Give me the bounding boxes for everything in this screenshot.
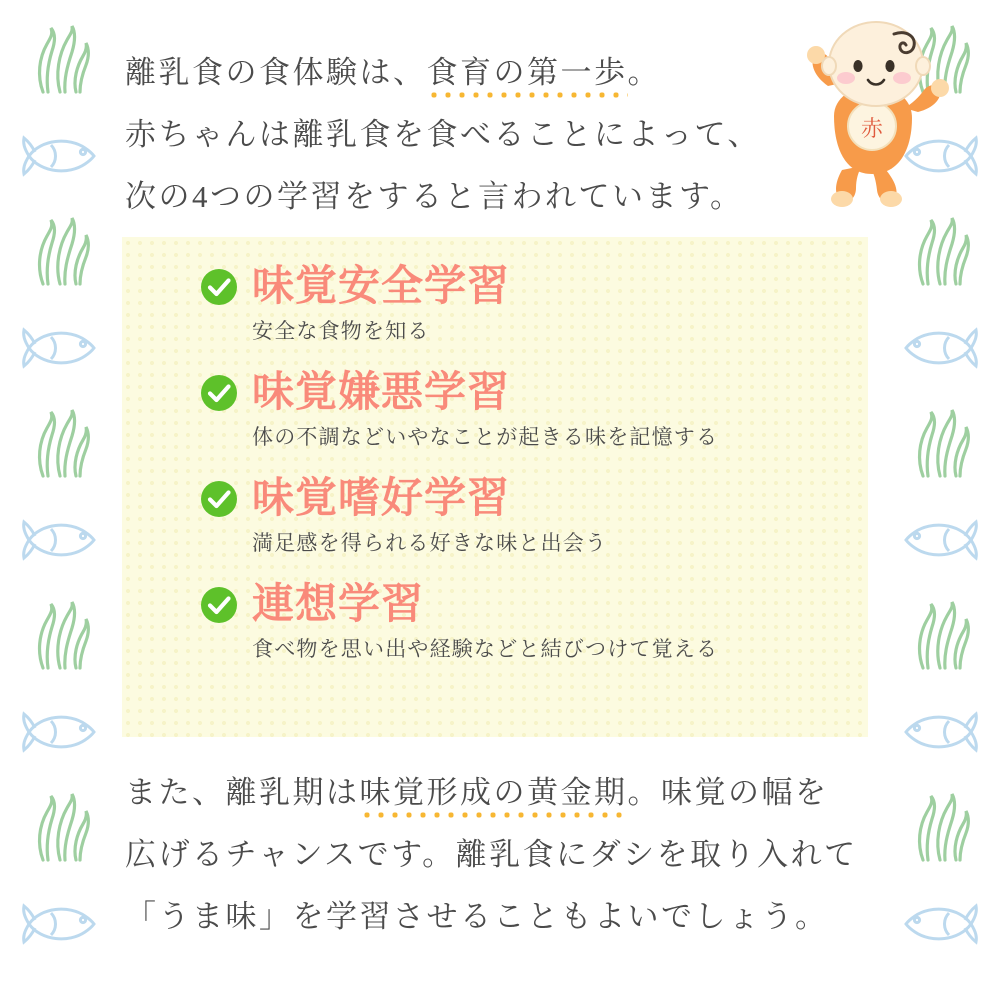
intro-line-2: 赤ちゃんは離乳食を食べることによって、 — [125, 117, 761, 152]
fish-icon — [10, 108, 110, 204]
seaweed-icon — [890, 780, 990, 876]
list-item-description: 満足感を得られる好きな味と出会う — [252, 532, 608, 555]
seaweed-icon — [10, 588, 110, 684]
seaweed-icon — [10, 12, 110, 108]
list-item-header — [200, 263, 850, 311]
fish-icon — [890, 684, 990, 780]
check-circle-icon — [200, 586, 238, 624]
outro-line-3: 「うま味」を学習させることもよいでしょう。 — [125, 899, 829, 934]
list-item-title: 味覚嗜好学習 — [252, 476, 511, 522]
list-item — [200, 263, 850, 347]
learning-list-panel — [122, 237, 868, 737]
list-item-description: 食べ物を思い出や経験などと結びつけて覚える — [252, 638, 719, 661]
outro-paragraph — [125, 762, 885, 948]
intro-paragraph — [125, 42, 805, 228]
fish-icon — [10, 492, 110, 588]
seaweed-icon — [890, 396, 990, 492]
list-item-title: 味覚安全学習 — [252, 264, 511, 310]
baby-illustration — [790, 20, 970, 210]
intro-line-1-marked: 食育の第一歩 — [427, 55, 628, 102]
list-item-header — [200, 369, 850, 417]
seaweed-icon — [10, 780, 110, 876]
seaweed-icon — [890, 588, 990, 684]
intro-line-3: 次の4つの学習をすると言われています。 — [125, 179, 744, 214]
intro-line-1-post: 。 — [627, 55, 661, 90]
list-item — [200, 369, 850, 453]
outro-line-1-post: 。味覚の幅を — [627, 775, 829, 810]
list-item-description: 安全な食物を知る — [252, 320, 430, 343]
list-item — [200, 475, 850, 559]
outro-line-1-pre: また、離乳期は — [125, 775, 360, 810]
intro-line-1 — [125, 42, 805, 104]
list-item — [200, 581, 850, 665]
left-decoration-border — [0, 0, 120, 1000]
seaweed-icon — [10, 204, 110, 300]
list-item-title: 連想学習 — [252, 582, 425, 628]
fish-icon — [10, 300, 110, 396]
intro-line-1-pre: 離乳食の食体験は、 — [125, 55, 427, 90]
list-item-header — [200, 475, 850, 523]
fish-icon — [890, 300, 990, 396]
list-item-title: 味覚嫌悪学習 — [252, 370, 511, 416]
list-item-description: 体の不調などいやなことが起きる味を記憶する — [252, 426, 719, 449]
learning-list — [200, 263, 850, 687]
fish-icon — [890, 492, 990, 588]
fish-icon — [890, 876, 990, 972]
check-circle-icon — [200, 268, 238, 306]
list-item-header — [200, 581, 850, 629]
seaweed-icon — [890, 204, 990, 300]
check-circle-icon — [200, 374, 238, 412]
bib-label: 赤 — [860, 116, 884, 141]
outro-line-1 — [125, 762, 885, 824]
check-circle-icon — [200, 480, 238, 518]
outro-line-1-marked: 味覚形成の黄金期 — [360, 775, 628, 822]
seaweed-icon — [10, 396, 110, 492]
outro-line-2: 広げるチャンスです。離乳食にダシを取り入れて — [125, 837, 858, 872]
fish-icon — [10, 876, 110, 972]
fish-icon — [10, 684, 110, 780]
